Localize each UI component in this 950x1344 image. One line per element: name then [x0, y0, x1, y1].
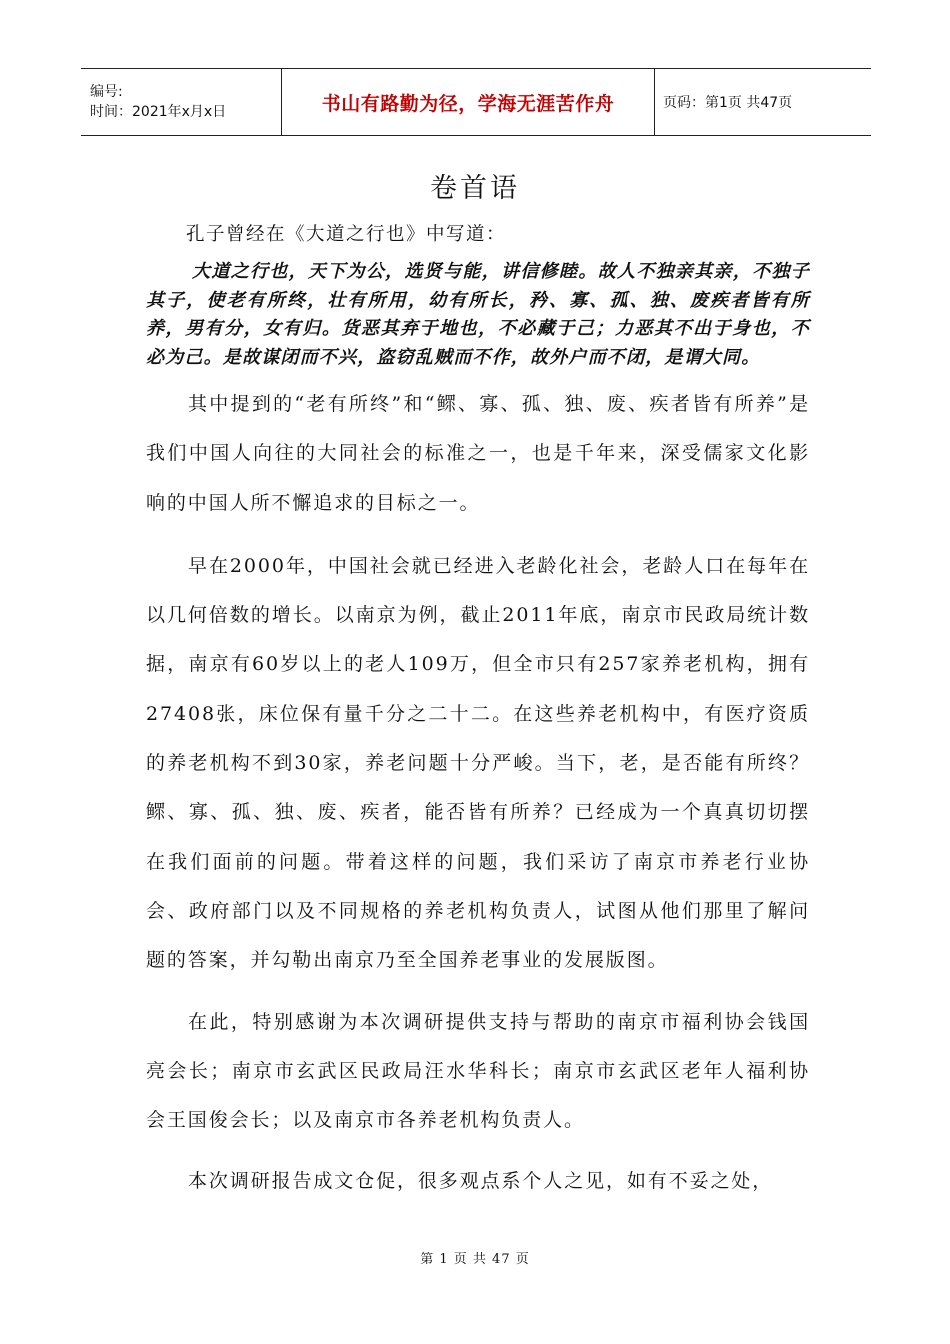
body-paragraph-2: 早在2000年，中国社会就已经进入老龄化社会，老龄人口在每年在以几何倍数的增长。以南京为例，截止2011年底，南京市民政局统计数据，南京有60岁以上的老人109万，但全市只有257家养老机构，拥有27408张，床位保有量千分之二十二。在这些养老机构中，有医疗资质的养老机构不到30家，养老问题十分严峻。当下，老，是否能有所终？鳏、寡、孤、独、废、疾者，能否皆有所养？已经成为一个真真切切摆在我们面前的问题。带着这样的问题，我们采访了南京市养老行业协会、政府部门以及不同规格的养老机构负责人，试图从他们那里了解问题的答案，并勾勒出南京乃至全国养老事业的发展版图。: [146, 554, 810, 972]
header-page-info: 页码：第1页 共47页: [663, 95, 793, 111]
intro-line: 孔子曾经在《大道之行也》中写道：: [186, 224, 507, 245]
body-paragraph-3: 在此，特别感谢为本次调研提供支持与帮助的南京市福利协会钱国亮会长；南京市玄武区民政局汪水华科长；南京市玄武区老年人福利协会王国俊会长；以及南京市各养老机构负责人。: [146, 1010, 810, 1132]
page-footer: 第 1 页 共 47 页: [420, 1252, 530, 1267]
header-meta-cell: [81, 69, 282, 135]
date-label: 时间：2021年x月x日: [90, 104, 227, 120]
body-paragraph-4: 本次调研报告成文仓促，很多观点系个人之见，如有不妥之处，: [188, 1170, 774, 1193]
document-body: [146, 218, 810, 1207]
header-motto: 书山有路勤为径，学海无涯苦作舟: [282, 69, 655, 135]
serial-number-label: 编号:: [90, 84, 123, 100]
page-title: 卷首语: [430, 173, 520, 204]
document-header: [81, 68, 871, 136]
classical-quote: 大道之行也，天下为公，选贤与能，讲信修睦。故人不独亲其亲，不独子其子，使老有所终，壮有所用，幼有所长，矜、寡、孤、独、废疾者皆有所养，男有分，女有归。货恶其弃于地也，不必藏于己；力恶其不出于身也，不必为己。是故谋闭而不兴，盗窃乱贼而不作，故外户而不闭，是谓大同。: [146, 261, 810, 368]
body-paragraph-1: 其中提到的“老有所终”和“鳏、寡、孤、独、废、疾者皆有所养”是我们中国人向往的大同社会的标准之一，也是千年来，深受儒家文化影响的中国人所不懈追求的目标之一。: [146, 393, 810, 514]
